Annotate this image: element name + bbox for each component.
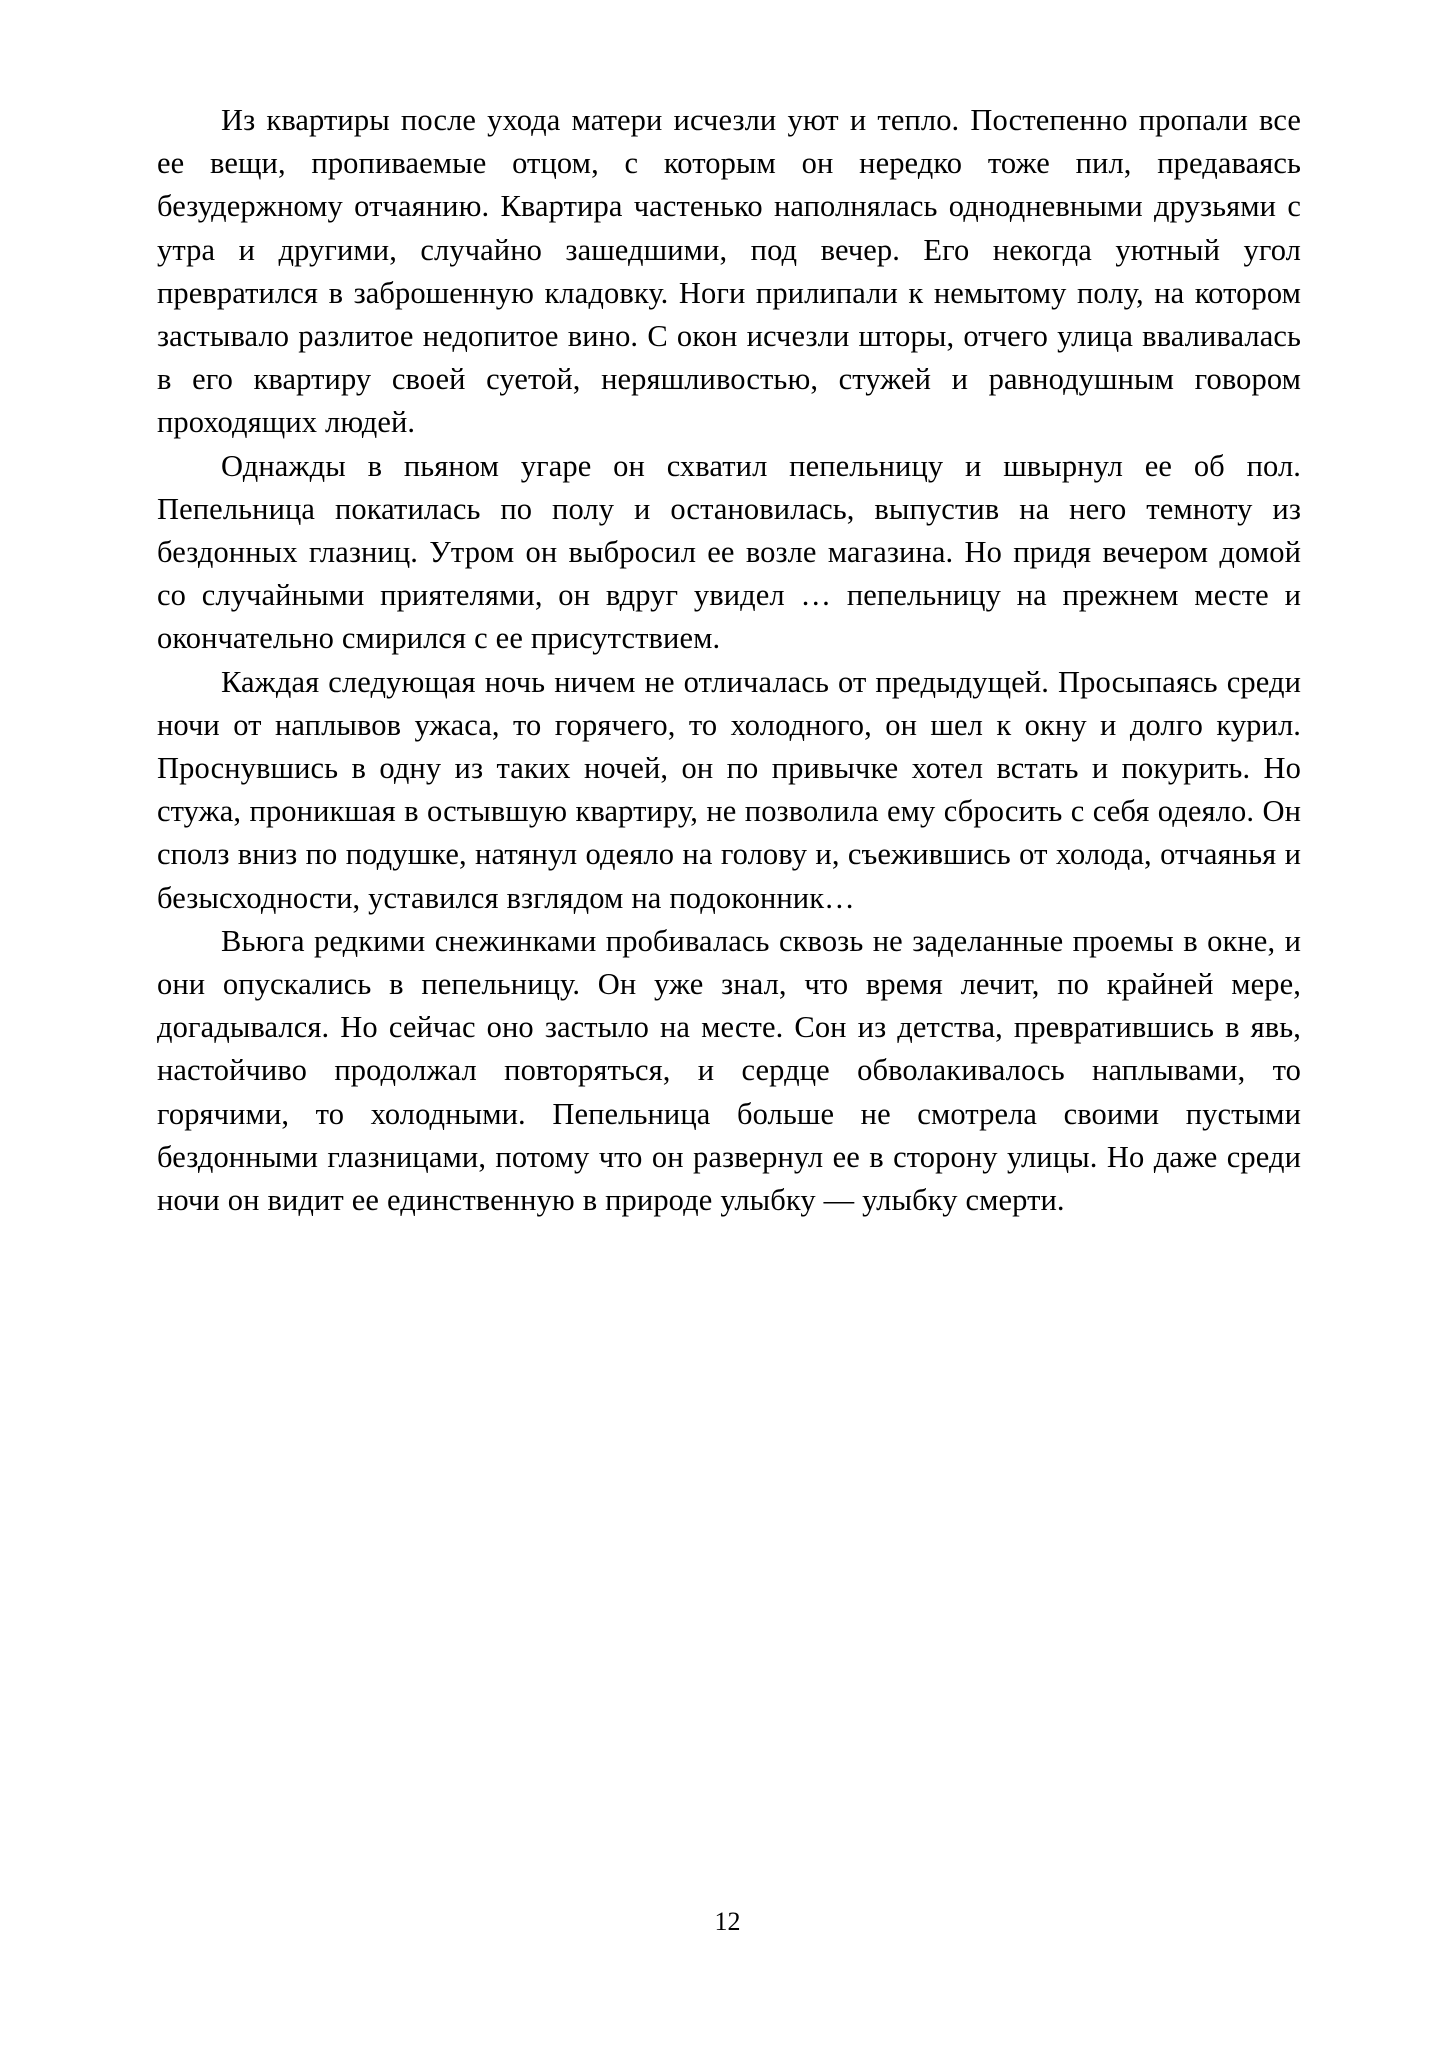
paragraph-3: Каждая следующая ночь ничем не отличалась от предыдущей. Просыпаясь среди ночи от наплывов ужаса, то горячего, то холодного, он шел к окну и долго курил. Проснувшись в одну из таких ночей, он по привычке хотел встать и покурить. Но стужа, проникшая в остывшую квартиру, не позволила ему сбросить с себя одеяло. Он сполз вниз по подушке, натянул одеяло на голову и, съежившись от холода, отчаянья и безысходности, уставился взглядом на подоконник…	[157, 664, 1301, 915]
page-number: 12	[714, 1907, 741, 1936]
paragraph-1: Из квартиры после ухода матери исчезли уют и тепло. Постепенно пропали все ее вещи, пропиваемые отцом, с которым он нередко тоже пил, предаваясь безудержному отчаянию. Квартира частенько наполнялась однодневными друзьями с утра и другими, случайно зашедшими, под вечер. Его некогда уютный угол превратился в заброшенную кладовку. Ноги прилипали к немытому полу, на котором застывало разлитое недопитое вино. С окон исчезли шторы, отчего улица вваливалась в его квартиру своей суетой, неряшливостью, стужей и равнодушным говором проходящих людей.	[157, 103, 1301, 440]
page-body-text	[157, 99, 1301, 1222]
paragraph-4: Вьюга редкими снежинками пробивалась сквозь не заделанные проемы в окне, и они опускались в пепельницу. Он уже знал, что время лечит, по крайней мере, догадывался. Но сейчас оно застыло на месте. Сон из детства, превратившись в явь, настойчиво продолжал повторяться, и сердце обволакивалось наплывами, то горячими, то холодными. Пепельница больше не смотрела своими пустыми бездонными глазницами, потому что он развернул ее в сторону улицы. Но даже среди ночи он видит ее единственную в природе улыбку — улыбку смерти.	[157, 923, 1301, 1218]
paragraph-2: Однажды в пьяном угаре он схватил пепельницу и швырнул ее об пол. Пепельница покатилась по полу и остановилась, выпустив на него темноту из бездонных глазниц. Утром он выбросил ее возле магазина. Но придя вечером домой со случайными приятелями, он вдруг увидел … пепельницу на прежнем месте и окончательно смирился с ее присутствием.	[157, 448, 1301, 656]
